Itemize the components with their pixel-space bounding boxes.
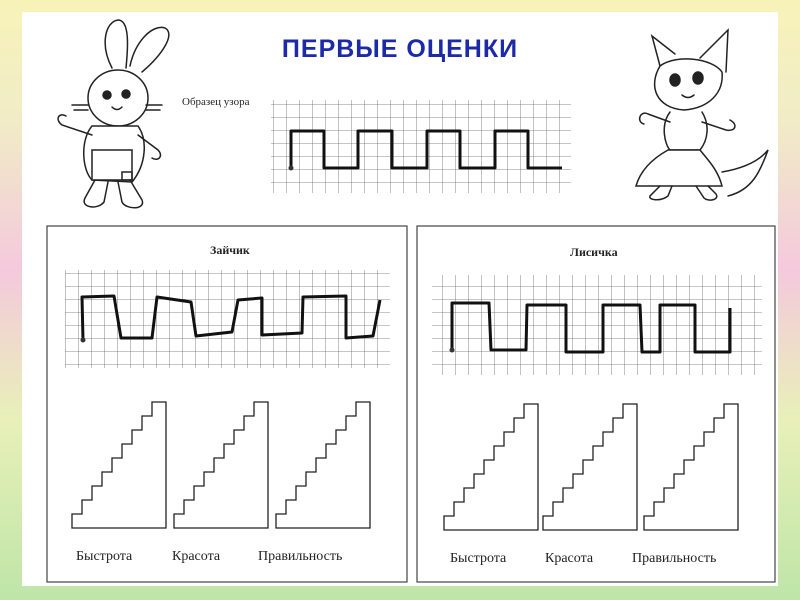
bunny-pattern-grid (65, 270, 390, 368)
criterion-correctness-bunny: Правильность (258, 549, 343, 564)
criterion-speed-bunny: Быстрота (76, 549, 133, 564)
speed-rating-staircase-fox (444, 404, 538, 530)
fox-pattern-grid (432, 275, 762, 375)
correctness-rating-staircase-fox (644, 404, 738, 530)
beauty-rating-staircase-bunny (174, 402, 268, 528)
criterion-correctness-fox: Правильность (632, 551, 717, 566)
panel-title-fox: Лисичка (570, 245, 618, 259)
start-dot-icon (289, 166, 294, 171)
start-dot-icon (81, 338, 86, 343)
fox-illustration (636, 30, 768, 200)
bunny-illustration (58, 20, 169, 208)
criterion-beauty-fox: Красота (545, 551, 594, 566)
criterion-speed-fox: Быстрота (450, 551, 507, 566)
criterion-beauty-bunny: Красота (172, 549, 221, 564)
speed-rating-staircase-bunny (72, 402, 166, 528)
beauty-rating-staircase-fox (543, 404, 637, 530)
sample-pattern-label: Образец узора (182, 96, 250, 108)
page-title: ПЕРВЫЕ ОЦЕНКИ (281, 35, 519, 63)
start-dot-icon (450, 348, 455, 353)
correctness-rating-staircase-bunny (276, 402, 370, 528)
panel-title-bunny: Зайчик (210, 243, 250, 257)
sample-pattern-grid (271, 100, 571, 193)
